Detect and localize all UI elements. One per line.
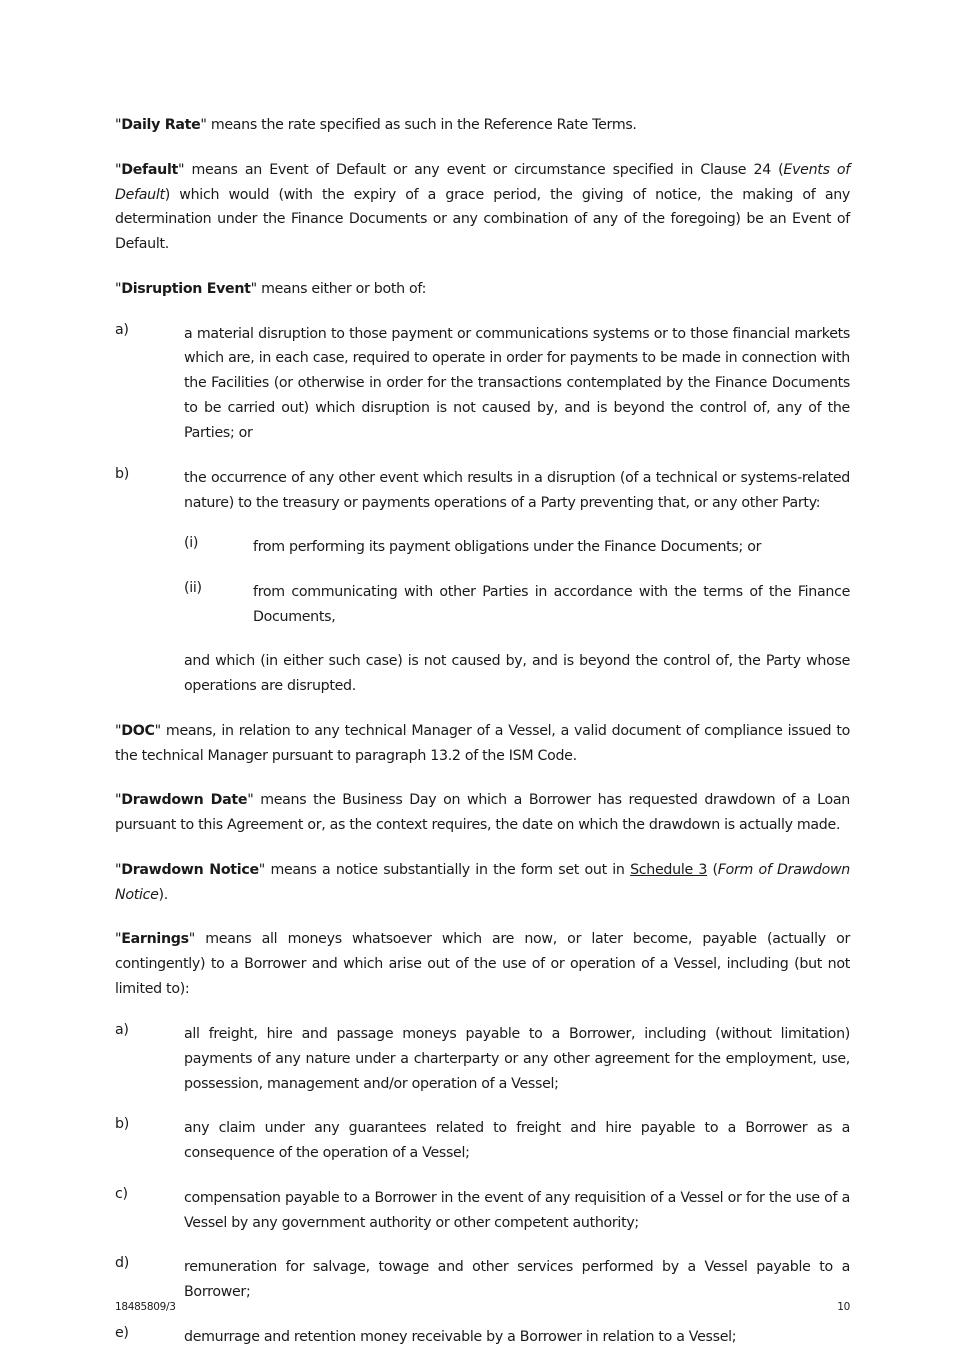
- sub-list-item: (i) from performing its payment obligations under the Finance Documents; or: [184, 535, 762, 556]
- definition-daily-rate: "Daily Rate" means the rate specified as such in the Reference Rate Terms.: [115, 117, 637, 133]
- definition-drawdown-notice: "Drawdown Notice" means a notice substantially in the form set out in Schedule 3 (Form of Drawdown Notice).: [115, 861, 850, 903]
- document-body: [115, 113, 850, 1369]
- term-daily-rate: Daily Rate: [121, 117, 201, 133]
- term-earnings: Earnings: [121, 931, 189, 948]
- term-drawdown-notice: Drawdown Notice: [121, 861, 259, 878]
- clause-reference: Events of Default: [115, 161, 850, 203]
- definition-disruption-event: "Disruption Event" means either or both of:: [115, 280, 427, 297]
- term-default: Default: [121, 161, 179, 178]
- definition-earnings: "Earnings" means all moneys whatsoever which are now, or later become, payable (actually or contingently) to a Borrower and which arise out of the use of or operation of a Vessel, including (but not limited to):: [115, 931, 850, 998]
- definition-doc: "DOC" means, in relation to any technical Manager of a Vessel, a valid document of compliance issued to the technical Manager pursuant to paragraph 13.2 of the ISM Code.: [115, 722, 850, 764]
- definition-default: "Default" means an Event of Default or any event or circumstance specified in Clause 24 (Events of Default) which would (with the expiry of a grace period, the giving of notice, the making of any determination under the Finance Documents or any combination of any of the foregoing) be an Event of Default.: [115, 161, 850, 253]
- page-number: 10: [837, 1301, 850, 1313]
- page-footer: [115, 1301, 850, 1313]
- schedule-reference: Form of Drawdown Notice: [115, 861, 850, 903]
- list-item: b) the occurrence of any other event which results in a disruption (of a technical or systems-related nature) to the treasury or payments operations of a Party preventing that, or any other Party:: [115, 465, 850, 511]
- schedule-link[interactable]: Schedule 3: [630, 861, 708, 878]
- list-item: d) remuneration for salvage, towage and other services performed by a Vessel payable to a Borrower;: [115, 1255, 850, 1301]
- list-item: a) a material disruption to those payment or communications systems or to those financial markets which are, in each case, required to operate in order for payments to be made in connection with the Facilities (or otherwise in order for the transactions contemplated by the Finance Documents to be carried out) which disruption is not caused by, and is beyond the control of, any of the Parties; or: [115, 321, 850, 442]
- disruption-event-tail: and which (in either such case) is not caused by, and is beyond the control of, the Party whose operations are disrupted.: [184, 653, 850, 695]
- list-item: a) all freight, hire and passage moneys payable to a Borrower, including (without limitation) payments of any nature under a charterparty or any other agreement for the employment, use, possession, management and/or operation of a Vessel;: [115, 1021, 850, 1092]
- list-item: e) demurrage and retention money receivable by a Borrower in relation to a Vessel;: [115, 1324, 737, 1345]
- term-doc: DOC: [121, 722, 155, 739]
- document-reference: 18485809/3: [115, 1301, 176, 1313]
- term-drawdown-date: Drawdown Date: [121, 792, 248, 809]
- list-item: c) compensation payable to a Borrower in the event of any requisition of a Vessel or for the use of a Vessel by any government authority or other competent authority;: [115, 1185, 850, 1231]
- term-disruption-event: Disruption Event: [121, 280, 251, 297]
- list-item: b) any claim under any guarantees related to freight and hire payable to a Borrower as a consequence of the operation of a Vessel;: [115, 1116, 850, 1162]
- definition-drawdown-date: "Drawdown Date" means the Business Day on which a Borrower has requested drawdown of a Loan pursuant to this Agreement or, as the context requires, the date on which the drawdown is actually made.: [115, 792, 850, 834]
- sub-list-item: (ii) from communicating with other Parties in accordance with the terms of the Finance Documents,: [184, 579, 850, 625]
